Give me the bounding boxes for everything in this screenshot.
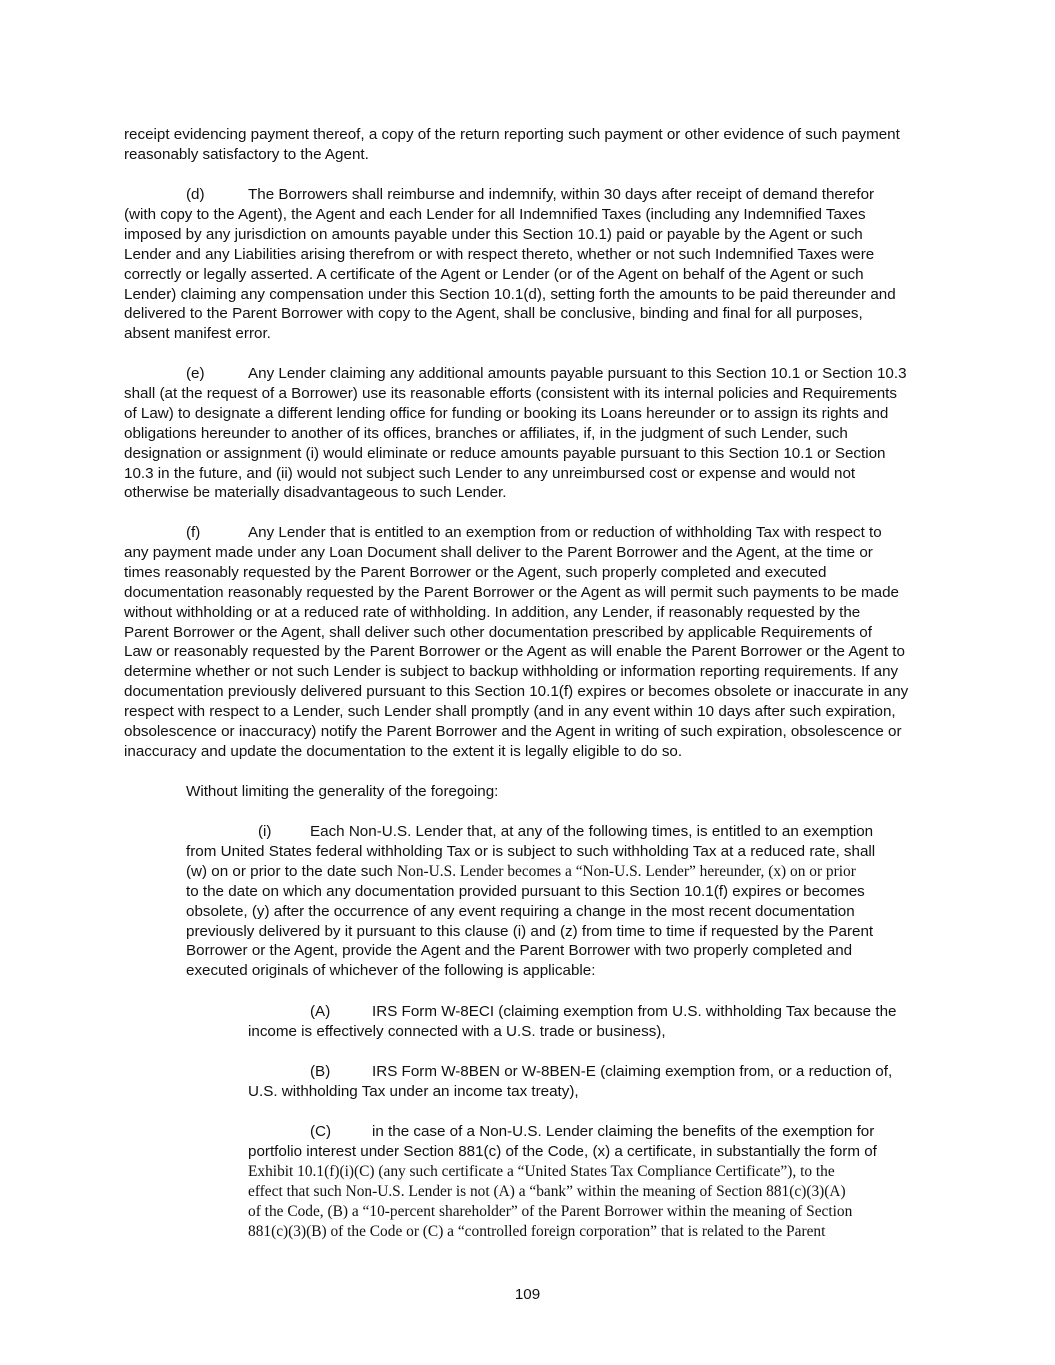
text-line: to the date on which any documentation provided pursuant to this Section 10.1(f) expires or becomes bbox=[186, 882, 865, 900]
text-line: Non-U.S. Lender becomes a “Non-U.S. Lender” hereunder, (x) on or prior bbox=[397, 862, 856, 880]
text-line: effect that such Non-U.S. Lender is not (A) a “bank” within the meaning of Section 881(c)(3)(A) bbox=[248, 1182, 846, 1200]
text-line: without withholding or at a reduced rate of withholding. In addition, any Lender, if reasonably requested by the bbox=[124, 603, 861, 621]
text-line: Each Non-U.S. Lender that, at any of the following times, is entitled to an exemption bbox=[310, 823, 874, 840]
text-line: IRS Form W-8BEN or W-8BEN-E (claiming exemption from, or a reduction of, bbox=[372, 1063, 893, 1080]
paragraph-label: (d) bbox=[186, 186, 205, 203]
text-line: The Borrowers shall reimburse and indemnify, within 30 days after receipt of demand therefor bbox=[248, 186, 875, 203]
text-line: documentation reasonably requested by the Parent Borrower or the Agent as will permit such payments to be made bbox=[124, 583, 899, 601]
text-line: documentation previously delivered pursuant to this Section 10.1(f) expires or becomes obsolete or inaccurate in any bbox=[124, 683, 909, 701]
text-line: Any Lender that is entitled to an exemption from or reduction of withholding Tax with respect to bbox=[248, 524, 882, 541]
text-line: in the case of a Non-U.S. Lender claiming the benefits of the exemption for bbox=[372, 1123, 875, 1140]
text-line: obsolete, (y) after the occurrence of any event requiring a change in the most recent documentation bbox=[186, 902, 855, 920]
text-line: any payment made under any Loan Document shall deliver to the Parent Borrower and the Agent, at the time or bbox=[124, 543, 873, 561]
text-line: imposed by any jurisdiction on amounts payable under this Section 10.1) paid or payable by the Agent or such bbox=[124, 225, 863, 243]
text-line: obsolescence or inaccuracy) notify the Parent Borrower and the Agent in writing of such expiration, obsolescence or bbox=[124, 723, 902, 741]
text-line: portfolio interest under Section 881(c) of the Code, (x) a certificate, in substantially the form of bbox=[248, 1142, 877, 1160]
intro-paragraph bbox=[124, 125, 932, 165]
text-line: previously delivered by it pursuant to this clause (i) and (z) from time to time if requested by the Parent bbox=[186, 922, 874, 940]
text-line: delivered to the Parent Borrower with copy to the Agent, shall be conclusive, binding and final for all purposes, bbox=[124, 305, 863, 323]
text-line: receipt evidencing payment thereof, a copy of the return reporting such payment or other evidence of such payment bbox=[124, 126, 900, 143]
clause-A bbox=[248, 1002, 932, 1042]
text-line: respect with respect to a Lender, such Lender shall promptly (and in any event within 10 days after such expiration, bbox=[124, 703, 896, 721]
text-line: times reasonably requested by the Parent Borrower or the Agent, such properly completed and executed bbox=[124, 563, 827, 581]
paragraph-f bbox=[124, 523, 932, 762]
text-line: Lender and any Liabilities arising therefrom or with respect thereto, whether or not such Indemnified Taxes were bbox=[124, 245, 875, 263]
paragraph-label: (f) bbox=[186, 524, 201, 541]
text-line: income is effectively connected with a U.S. trade or business), bbox=[248, 1022, 666, 1040]
text-line: Lender) claiming any compensation under this Section 10.1(d), setting forth the amounts to be paid thereunder and bbox=[124, 285, 896, 303]
text-line: otherwise be materially disadvantageous to such Lender. bbox=[124, 484, 507, 502]
clause-label: (A) bbox=[310, 1003, 331, 1020]
text-line: Any Lender claiming any additional amounts payable pursuant to this Section 10.1 or Section 10.3 bbox=[248, 365, 907, 382]
text-line: designation or assignment (i) would eliminate or reduce amounts payable pursuant to this Section 10.1 or Section bbox=[124, 444, 886, 462]
paragraph-d bbox=[124, 185, 932, 344]
paragraph-label: (e) bbox=[186, 365, 205, 382]
clause-label: (C) bbox=[310, 1123, 332, 1140]
text-line: Parent Borrower or the Agent, shall deliver such other documentation prescribed by applicable Requirements of bbox=[124, 623, 872, 641]
clause-label: (i) bbox=[258, 823, 272, 840]
text-line: (with copy to the Agent), the Agent and each Lender for all Indemnified Taxes (including any Indemnified Taxes bbox=[124, 205, 866, 223]
text-line: absent manifest error. bbox=[124, 325, 271, 343]
text-line: reasonably satisfactory to the Agent. bbox=[124, 145, 369, 163]
text-line: Without limiting the generality of the foregoing: bbox=[186, 783, 499, 800]
text-line: Law or reasonably requested by the Parent Borrower or the Agent as will enable the Parent Borrower or the Agent to bbox=[124, 643, 905, 661]
text-line: from United States federal withholding Tax or is subject to such withholding Tax at a reduced rate, shall bbox=[186, 842, 876, 860]
paragraph-e bbox=[124, 364, 932, 503]
text-line: U.S. withholding Tax under an income tax treaty), bbox=[248, 1082, 579, 1100]
text-line: executed originals of whichever of the following is applicable: bbox=[186, 962, 596, 980]
text-line: (w) on or prior to the date such bbox=[186, 862, 398, 880]
text-line: Borrower or the Agent, provide the Agent and the Parent Borrower with two properly completed and bbox=[186, 942, 853, 960]
text-line: 881(c)(3)(B) of the Code or (C) a “controlled foreign corporation” that is related to the Parent bbox=[248, 1222, 826, 1240]
text-line: of the Code, (B) a “10-percent shareholder” of the Parent Borrower within the meaning of Section bbox=[248, 1202, 853, 1220]
text-line: inaccuracy and update the documentation to the extent it is legally eligible to do so. bbox=[124, 742, 683, 760]
without-limiting-paragraph bbox=[186, 782, 932, 802]
text-line: 10.3 in the future, and (ii) would not subject such Lender to any unreimbursed cost or expense and would not bbox=[124, 464, 856, 482]
text-line: obligations hereunder to another of its offices, branches or affiliates, if, in the judgment of such Lender, such bbox=[124, 424, 848, 442]
page-number: 109 bbox=[514, 1286, 541, 1303]
clause-B bbox=[248, 1062, 932, 1102]
text-line: shall (at the request of a Borrower) use its reasonable efforts (consistent with its internal policies and Requirements bbox=[124, 384, 897, 402]
clause-C bbox=[248, 1122, 932, 1241]
text-line: determine whether or not such Lender is subject to backup withholding or information reporting requirements. If any bbox=[124, 663, 899, 681]
text-line: Exhibit 10.1(f)(i)(C) (any such certificate a “United States Tax Compliance Certificate”), to the bbox=[248, 1162, 835, 1180]
clause-label: (B) bbox=[310, 1063, 331, 1080]
text-line: correctly or legally asserted. A certificate of the Agent or Lender (or of the Agent on behalf of the Agent or such bbox=[124, 265, 864, 283]
clause-i bbox=[186, 822, 932, 981]
text-line: of Law) to designate a different lending office for funding or booking its Loans hereunder or to assign its rights and bbox=[124, 404, 889, 422]
text-line: IRS Form W-8ECI (claiming exemption from U.S. withholding Tax because the bbox=[372, 1003, 897, 1020]
